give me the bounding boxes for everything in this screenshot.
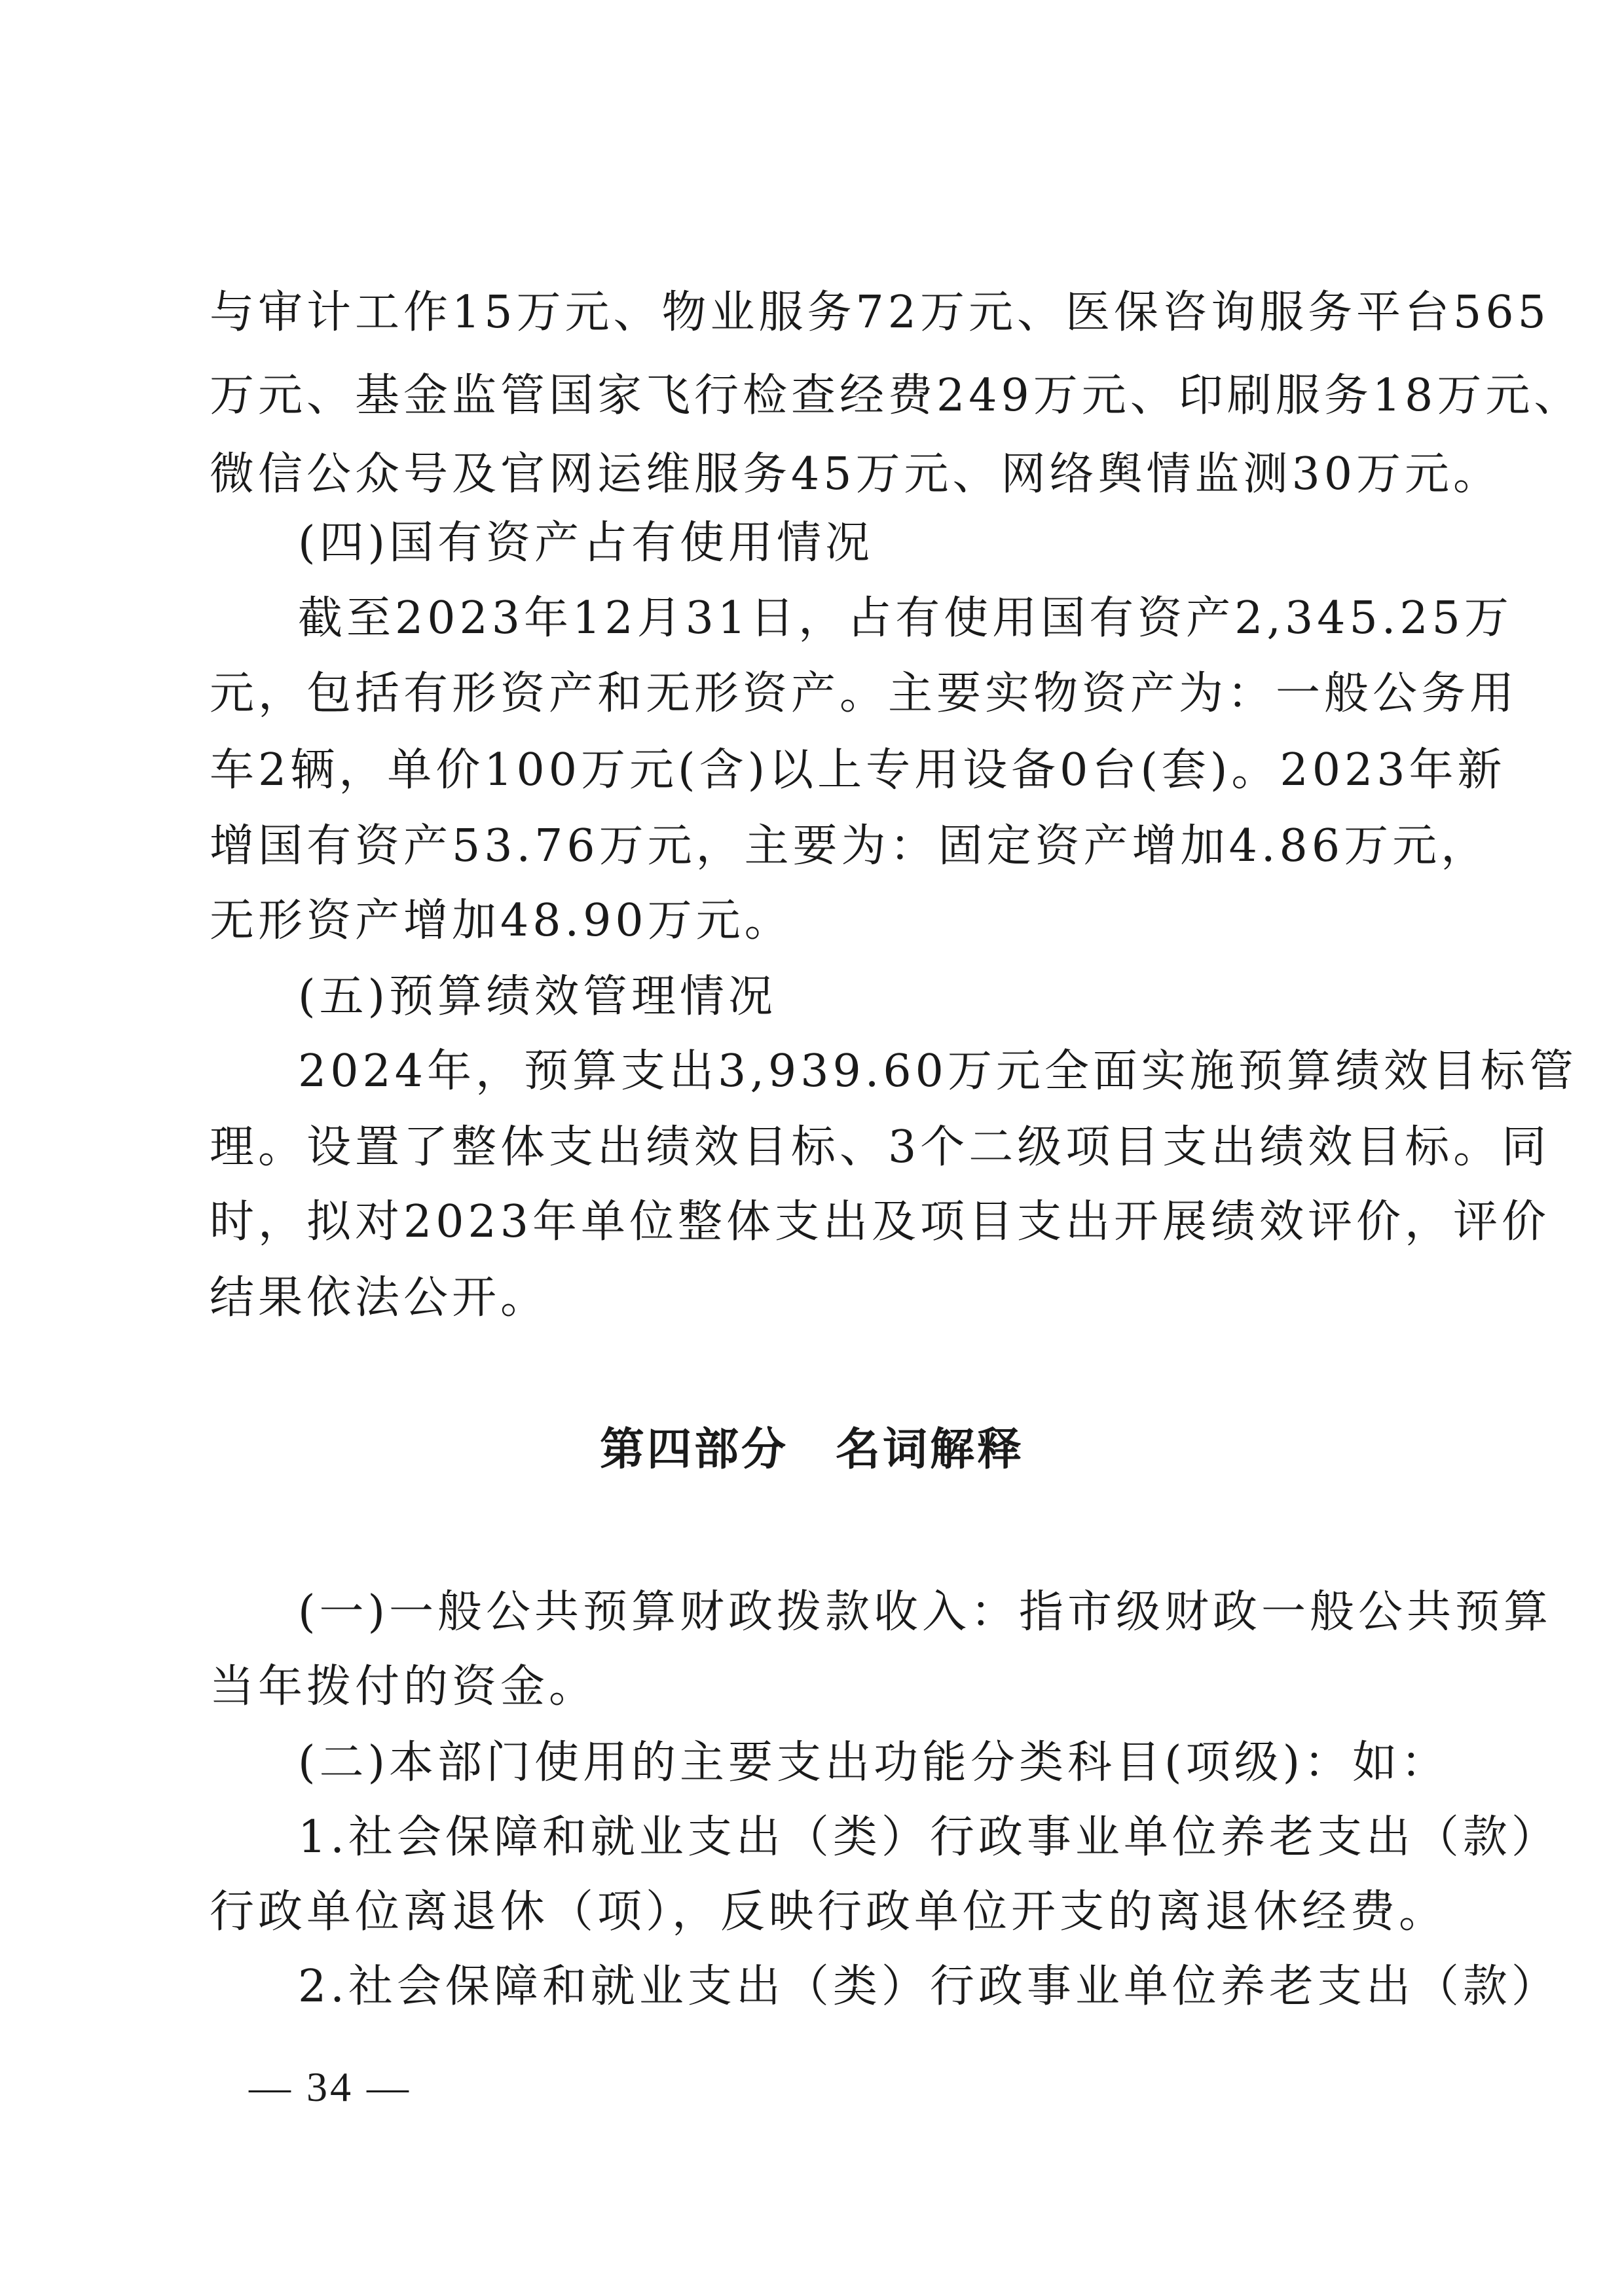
paragraph-line: 理。设置了整体支出绩效目标、3个二级项目支出绩效目标。同 [210,1121,1551,1173]
paragraph-line: 当年拨付的资金。 [210,1661,598,1713]
paragraph-line: 时，拟对2023年单位整体支出及项目支出开展绩效评价，评价 [210,1196,1551,1248]
paragraph-line: 万元、基金监管国家飞行检查经费249万元、印刷服务18万元、 [210,370,1583,422]
paragraph-line: 2024年，预算支出3,939.60万元全面实施预算绩效目标管 [298,1046,1578,1097]
paragraph-line: 微信公众号及官网运维服务45万元、网络舆情监测30万元。 [210,448,1502,500]
paragraph-line: 结果依法公开。 [210,1272,549,1324]
paragraph-line: 行政单位离退休（项），反映行政单位开支的离退休经费。 [210,1886,1448,1938]
paragraph-line: 截至2023年12月31日，占有使用国有资产2,345.25万 [298,592,1513,644]
list-item: 2.社会保障和就业支出（类）行政事业单位养老支出（款） [298,1961,1560,2013]
paragraph-line: 增国有资产53.76万元，主要为：固定资产增加4.86万元， [210,820,1490,872]
term-heading: (二)本部门使用的主要支出功能分类科目(项级)：如： [298,1737,1450,1789]
paragraph-line: 无形资产增加48.90万元。 [210,895,793,947]
part-heading: 第四部分 名词解释 [599,1424,1024,1476]
list-item: 1.社会保障和就业支出（类）行政事业单位养老支出（款） [298,1812,1560,1863]
paragraph-line: 车2辆，单价100万元(含)以上专用设备0台(套)。2023年新 [210,744,1506,796]
paragraph-line: (一)一般公共预算财政拨款收入：指市级财政一般公共预算 [298,1586,1553,1638]
page-number: — 34 — [249,2064,411,2110]
section-heading-performance: (五)预算绩效管理情况 [298,971,777,1023]
paragraph-line: 元，包括有形资产和无形资产。主要实物资产为：一般公务用 [210,668,1519,720]
paragraph-line: 与审计工作15万元、物业服务72万元、医保咨询服务平台565 [210,287,1550,338]
section-heading-assets: (四)国有资产占有使用情况 [298,517,874,569]
